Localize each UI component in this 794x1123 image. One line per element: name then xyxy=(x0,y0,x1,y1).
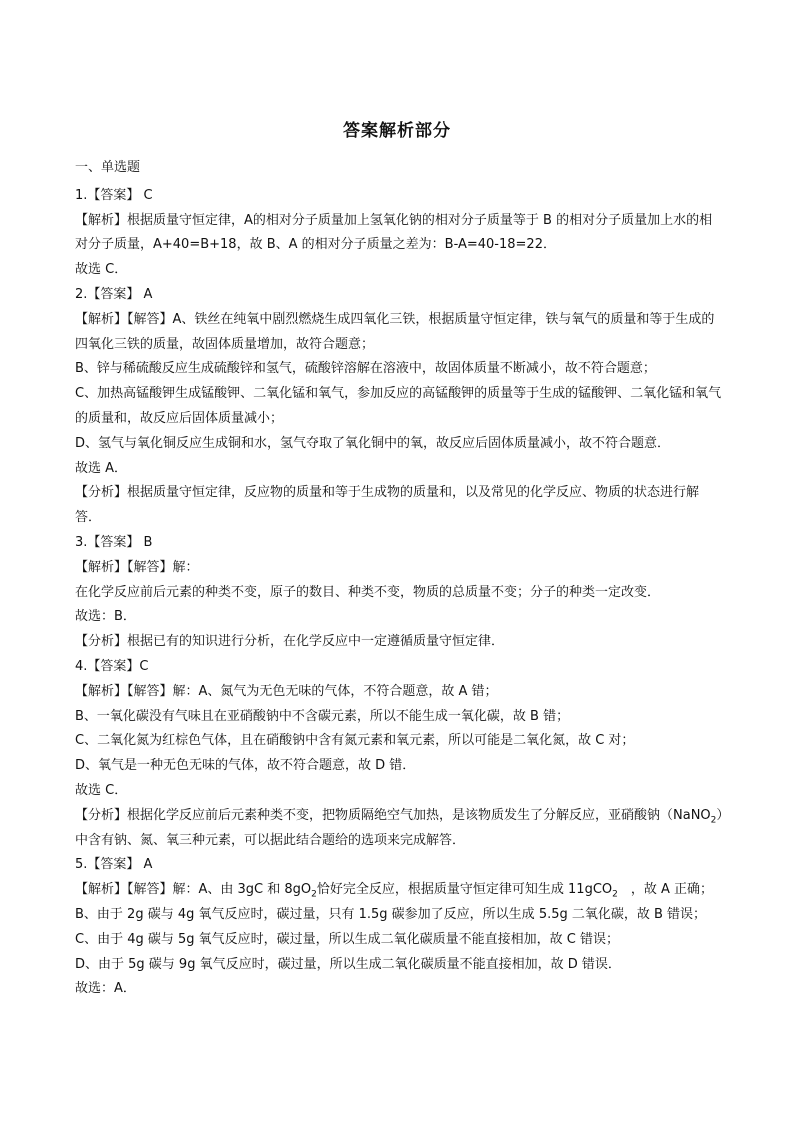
q2-option-c: C、加热高锰酸钾生成锰酸钾、二氧化锰和氧气，参加反应的高锰酸钾的质量等于生成的锰酸钾、二氧化锰和氧气的质量和，故反应后固体质量减小； xyxy=(75,386,722,426)
q1-conclusion: 故选 C． xyxy=(75,262,128,278)
q4-summary-part1: 【分析】根据化学反应前后元素种类不变，把物质隔绝空气加热，是该物质发生了分解反应，亚硝酸钠（NaNO xyxy=(75,807,711,823)
q2-option-b: B、锌与稀硫酸反应生成硫酸锌和氢气，硫酸锌溶解在溶液中，故固体质量不断减小，故不符合题意； xyxy=(75,361,656,377)
q4-option-d: D、氧气是一种无色无味的气体，故不符合题意，故 D 错． xyxy=(75,758,416,774)
q5-option-a-part2: 恰好完全反应，根据质量守恒定律可知生成 11gCO xyxy=(316,882,613,898)
q2-option-a: 【解析】【解答】A、铁丝在纯氧中剧烈燃烧生成四氧化三铁，根据质量守恒定律，铁与氧气的质量和等于生成的四氧化三铁的质量，故固体质量增加，故符合题意； xyxy=(75,311,715,352)
q4-conclusion: 故选 C． xyxy=(75,782,128,798)
q5-option-a-part1: 【解析】【解答】解：A、由 3gC 和 8gO xyxy=(75,882,312,898)
q4-option-b: B、一氧化碳没有气味且在亚硝酸钠中不含碳元素，所以不能生成一氧化碳，故 B 错； xyxy=(75,708,570,724)
q5-option-a xyxy=(75,878,723,903)
q4-option-a: 【解析】【解答】解：A、氮气为无色无味的气体，不符合题意，故 A 错； xyxy=(75,683,498,699)
q1-answer: 1.【答案】 C xyxy=(75,187,153,203)
q4-option-c: C、二氧化氮为红棕色气体，且在硝酸钠中含有氮元素和氧元素，所以可能是二氧化氮，故 C 对； xyxy=(75,733,635,749)
q4-answer: 4.【答案】C xyxy=(75,658,149,674)
q5-option-a-part3: ，故 A 正确； xyxy=(617,882,714,898)
q5-answer: 5.【答案】 A xyxy=(75,857,153,873)
q1-analysis: 【解析】根据质量守恒定律，A的相对分子质量加上氢氧化钠的相对分子质量等于 B 的相对分子质量加上水的相对分子质量，A+40=B+18，故 B、A 的相对分子质量之差为：B-A=40-18=22． xyxy=(75,212,713,253)
section-heading: 一、单选题 xyxy=(75,160,141,175)
page-title: 答案解析部分 xyxy=(343,121,451,141)
q3-conclusion: 故选：B． xyxy=(75,609,136,625)
q3-analysis: 在化学反应前后元素的种类不变，原子的数目、种类不变，物质的总质量不变；分子的种类一定改变． xyxy=(75,584,661,600)
q5-option-c: C、由于 4g 碳与 5g 氧气反应时，碳过量，所以生成二氧化碳质量不能直接相加，故 C 错误； xyxy=(75,931,619,947)
q3-summary: 【分析】根据已有的知识进行分析，在化学反应中一定遵循质量守恒定律． xyxy=(75,634,505,650)
q2-answer: 2.【答案】 A xyxy=(75,286,153,302)
q4-summary-part2: ）中含有钠、氮、氧三种元素，可以据此结合题给的选项来完成解答． xyxy=(75,807,723,848)
q5-conclusion: 故选：A． xyxy=(75,981,136,997)
q3-answer: 3.【答案】 B xyxy=(75,534,153,550)
q5-option-a-subscript: 2 xyxy=(311,889,317,900)
answer-content xyxy=(75,156,723,1002)
q4-summary xyxy=(75,804,723,854)
q2-summary: 【分析】根据质量守恒定律，反应物的质量和等于生成物的质量和，以及常见的化学反应、物质的状态进行解答． xyxy=(75,485,700,526)
q5-option-a-subscript2: 2 xyxy=(612,889,618,900)
q5-option-d: D、由于 5g 碳与 9g 氧气反应时，碳过量，所以生成二氧化碳质量不能直接相加，故 D 错误． xyxy=(75,956,621,972)
q4-summary-subscript: 2 xyxy=(710,815,717,826)
q2-conclusion: 故选 A． xyxy=(75,460,128,476)
q3-analysis-heading: 【解析】【解答】解： xyxy=(75,559,199,575)
q5-option-b: B、由于 2g 碳与 4g 氧气反应时，碳过量，只有 1.5g 碳参加了反应，所以生成 5.5g 二氧化碳，故 B 错误； xyxy=(75,906,707,922)
q2-option-d: D、氢气与氧化铜反应生成铜和水，氢气夺取了氧化铜中的氧，故反应后固体质量减小，故不符合题意． xyxy=(75,435,671,451)
